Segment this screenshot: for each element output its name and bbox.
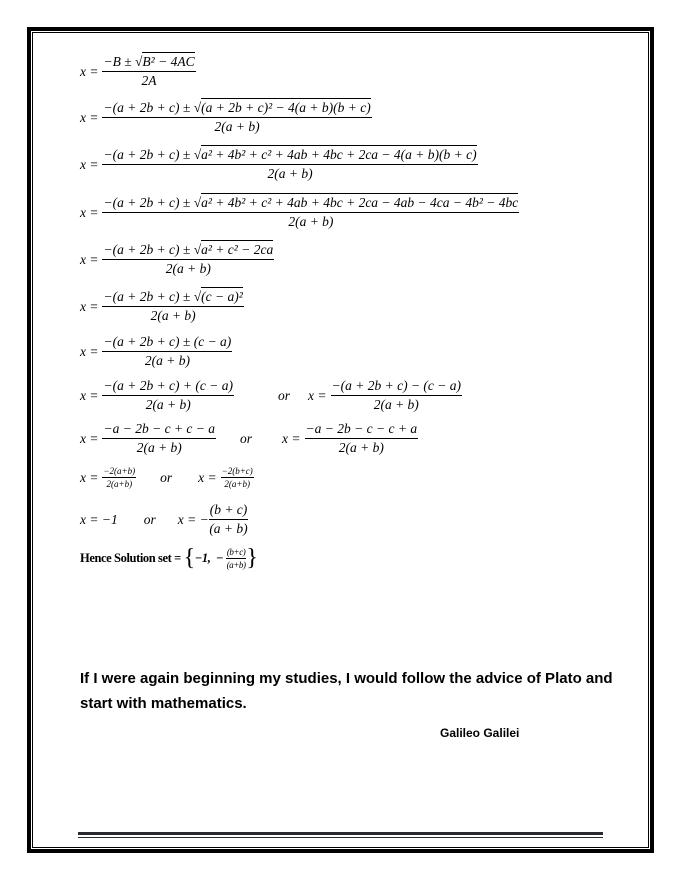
equation-7: x = $\frac{-(a + 2b + c) \pm (c - a)}{2(a + b)}$ — [80, 334, 232, 368]
fraction: $\frac{-(a + 2b + c) + (c - a)}{2(a + b)}$ — [103, 378, 233, 412]
fraction: $\frac{-(a + 2b + c) - (c - a)}{2(a + b)}$ — [331, 378, 462, 412]
equation-10: x = $\frac{-2(a+b)}{2(a+b)}$ or x = $\frac{-2(b+c)}{2(a+b)}$ — [80, 466, 253, 489]
equation-2: x = $\frac{\text{−(a + 2b + c) ± √(a + 2b + c)² − 4(a + b)(b + c)}}{2(a + b)}$ — [80, 100, 371, 134]
fraction: $\frac{-a - 2b - c + c - a}{2(a + b)}$ — [103, 421, 216, 455]
solution-set: Hence Solution set = { −1, − $\frac{(b+c)}{(a+b)}$ } — [80, 545, 258, 571]
quote-text: If I were again beginning my studies, I would follow the advice of Plato and start with mathematics. — [80, 670, 613, 712]
equation-3: x = −(a + 2b + c) ± √a² + 4b² + c² + 4ab + 4bc + 2ca − 4(a + b)(b + c) 2(a + b) — [80, 147, 477, 181]
quote-author: Galileo Galilei — [440, 726, 520, 740]
fraction: $\frac{-a - 2b - c - c + a}{2(a + b)}$ — [305, 421, 418, 455]
fraction: $\frac{-(a + 2b + c) \pm (c - a)}{2(a + b)}$ — [103, 334, 232, 368]
footer-rule-thin — [78, 837, 603, 838]
fraction: $\frac{\text{−(a + 2b + c) ± √(c − a)²}}{2(a + b)}$ — [103, 289, 243, 323]
equation-8: x = $\frac{-(a + 2b + c) + (c - a)}{2(a + b)}$ or x = $\frac{-(a + 2b + c) - (c - a)}{2(a + b)}$ — [80, 378, 462, 412]
fraction: $\frac{-2(b+c)}{2(a+b)}$ — [221, 466, 253, 489]
fraction: $\frac{(b + c)}{(a + b)}$ — [209, 502, 248, 536]
equation-1: x = $\frac{\text{−B ± √B² − 4AC}}{2A}$ — [80, 54, 195, 88]
equation-9: x = $\frac{-a - 2b - c + c - a}{2(a + b)}$ or x = $\frac{-a - 2b - c - c + a}{2(a + b)}$ — [80, 421, 418, 455]
equation-6: x = $\frac{\text{−(a + 2b + c) ± √(c − a)²}}{2(a + b)}$ — [80, 289, 243, 323]
fraction: −(a + 2b + c) ± √a² + 4b² + c² + 4ab + 4bc + 2ca − 4ab − 4ca − 4b² − 4bc 2(a + b) — [103, 195, 519, 229]
fraction: −(a + 2b + c) ± √a² + 4b² + c² + 4ab + 4bc + 2ca − 4(a + b)(b + c) 2(a + b) — [103, 147, 477, 181]
equation-4: x = −(a + 2b + c) ± √a² + 4b² + c² + 4ab + 4bc + 2ca − 4ab − 4ca − 4b² − 4bc 2(a + b) — [80, 195, 519, 229]
fraction: $\frac{\text{−(a + 2b + c) ± √a² + c² − 2ca}}{2(a + b)}$ — [103, 242, 274, 276]
fraction: $\frac{\text{−(a + 2b + c) ± √(a + 2b + c)² − 4(a + b)(b + c)}}{2(a + b)}$ — [103, 100, 371, 134]
equation-5: x = $\frac{\text{−(a + 2b + c) ± √a² + c² − 2ca}}{2(a + b)}$ — [80, 242, 274, 276]
fraction: $\frac{(b+c)}{(a+b)}$ — [226, 546, 246, 570]
fraction: $\frac{\text{−B ± √B² − 4AC}}{2A}$ — [103, 54, 195, 88]
equation-11: x = −1 or x = − $\frac{(b + c)}{(a + b)}$ — [80, 502, 248, 536]
footer-rule-thick — [78, 832, 603, 835]
fraction: $\frac{-2(a+b)}{2(a+b)}$ — [103, 466, 136, 489]
